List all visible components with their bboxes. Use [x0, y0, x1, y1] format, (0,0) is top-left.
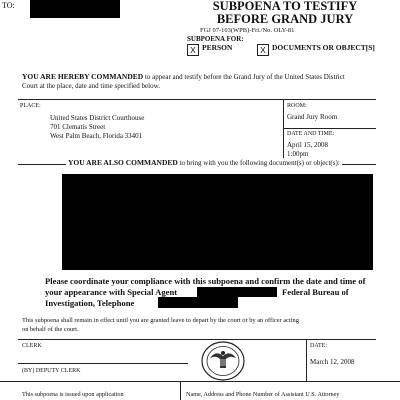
datetime-label: DATE AND TIME:	[287, 131, 335, 137]
phone-redaction	[158, 297, 238, 308]
signature-top-rule	[18, 339, 376, 340]
effect-line1: This subpoena shall remain in effect until you are granted leave to depart by the court or by an officer acting	[22, 317, 299, 324]
attorney-text: Name, Address and Phone Number of Assistant U.S. Attorney	[186, 391, 340, 398]
issued-text: This subpoena is issued upon application	[22, 391, 124, 398]
time-value: 1:00pm	[287, 150, 309, 158]
title-line2: BEFORE GRAND JURY	[216, 12, 354, 26]
command-line1	[22, 72, 345, 82]
person-label: PERSON	[202, 43, 233, 52]
deputy-label: (BY) DEPUTY CLERK	[22, 368, 81, 374]
person-checkbox[interactable]: X	[187, 44, 199, 56]
date-label: DATE:	[310, 343, 327, 349]
case-number: FGJ 07-103(WPB)-Fri./No. OLY-81	[200, 27, 295, 34]
documents-label: DOCUMENTS OR OBJECT[S]	[272, 43, 375, 52]
date-value: April 15, 2008	[287, 141, 329, 149]
also-commanded-rest: to bring with you the following document(s) or object(s):	[177, 159, 340, 167]
coordinate-line3: Investigation, Telephone	[45, 298, 135, 308]
signature-date: March 12, 2008	[310, 358, 355, 366]
clerk-label: CLERK	[22, 343, 42, 349]
deputy-rule	[18, 363, 188, 364]
coordinate-line2b: Federal Bureau of	[282, 287, 349, 297]
subpoena-for-label: SUBPOENA FOR:	[187, 35, 244, 43]
title-line1: SUBPOENA TO TESTIFY	[212, 0, 358, 13]
room-label: ROOM:	[287, 103, 307, 109]
place-top-rule	[18, 99, 376, 100]
room-value: Grand Jury Room	[287, 113, 338, 121]
command-emph: YOU ARE HEREBY COMMANDED	[22, 72, 144, 81]
room-rule	[283, 128, 376, 129]
to-label: TO:	[2, 1, 15, 10]
also-commanded-emph: YOU ARE ALSO COMMANDED	[68, 158, 178, 167]
command-line2: Court at the place, date and time specified below.	[22, 82, 160, 90]
documents-redaction	[62, 174, 373, 270]
coordinate-line1: Please coordinate your compliance with this subpoena and confirm the date and time of	[45, 276, 366, 286]
coordinate-line2a: your appearance with Special Agent	[45, 287, 178, 297]
place-line3: West Palm Beach, Florida 33401	[50, 132, 143, 140]
place-label: PLACE:	[20, 103, 41, 109]
command-rest: to appear and testify before the Grand Jury of the United States District	[143, 73, 345, 81]
court-seal-icon	[200, 340, 246, 382]
agent-redaction	[197, 287, 277, 297]
recipient-redaction	[30, 0, 120, 18]
effect-line2: on behalf of the court.	[22, 326, 79, 333]
footer-divider	[180, 381, 181, 400]
place-line1: United States District Courthouse	[50, 114, 145, 122]
documents-checkbox[interactable]: X	[257, 44, 269, 56]
place-divider	[283, 99, 284, 164]
signature-divider	[306, 339, 307, 381]
place-line2: 701 Clematis Street	[50, 123, 106, 131]
footer-rule	[0, 381, 400, 382]
also-commanded-text	[66, 158, 342, 168]
